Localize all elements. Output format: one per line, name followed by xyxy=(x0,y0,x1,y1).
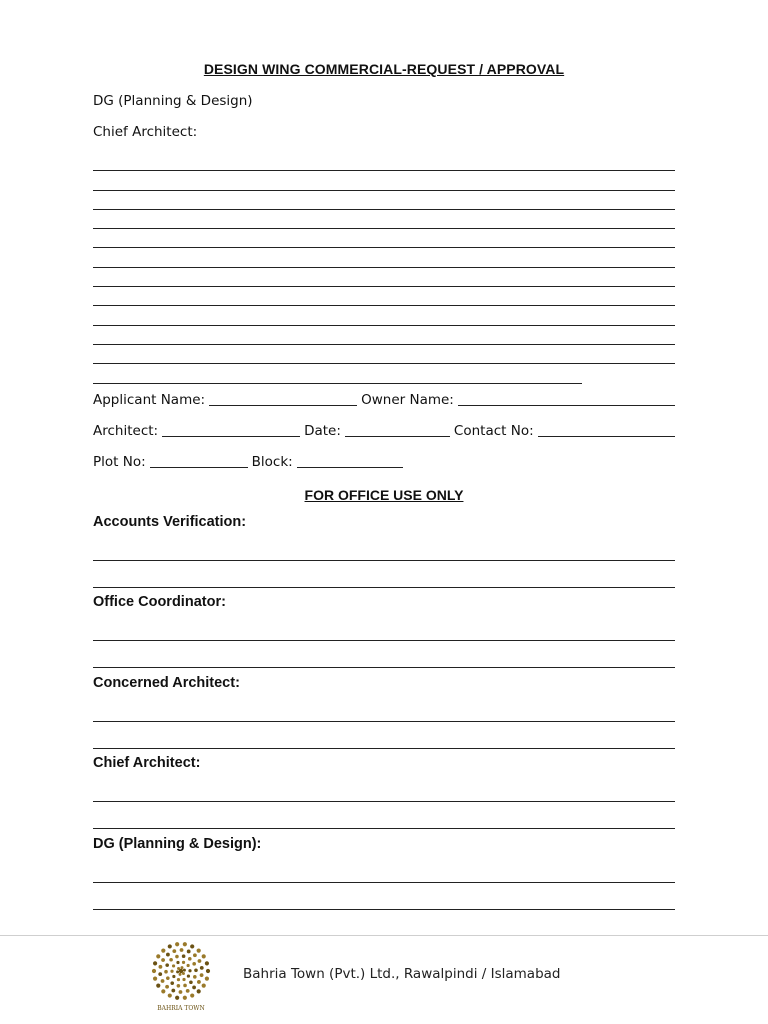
logo-ornament xyxy=(182,961,185,964)
logo-ornament xyxy=(187,950,191,954)
logo-ornament xyxy=(198,959,202,963)
request-line xyxy=(93,364,582,383)
logo-ornament xyxy=(182,978,185,981)
architect-date-contact-row xyxy=(93,423,675,439)
footer-company: Bahria Town (Pvt.) Ltd., Rawalpindi / Islamabad xyxy=(243,966,561,982)
logo-ornament xyxy=(206,969,210,973)
logo-ornament xyxy=(166,953,170,957)
logo-ornament xyxy=(182,954,186,958)
logo-ornament xyxy=(186,989,190,993)
logo-ornament xyxy=(172,964,175,967)
logo-ornament xyxy=(164,970,168,974)
architect-blank xyxy=(162,423,300,437)
date-blank xyxy=(345,423,450,437)
dg-planning-design-section xyxy=(93,836,675,910)
request-line xyxy=(93,210,675,229)
logo-ornament xyxy=(175,996,179,1000)
applicant-name-label: Applicant Name: xyxy=(93,392,206,408)
owner-name-blank xyxy=(458,392,675,406)
request-line xyxy=(93,171,675,190)
logo-ornament xyxy=(192,986,196,990)
logo-ornament xyxy=(179,969,183,973)
logo-ornament xyxy=(156,983,160,987)
logo-ornament xyxy=(153,977,157,981)
request-line xyxy=(93,326,675,345)
concerned-architect-section xyxy=(93,675,675,749)
logo-ornament xyxy=(170,981,174,985)
logo-ornament xyxy=(172,949,176,953)
logo-ornament xyxy=(190,993,194,997)
signature-line xyxy=(93,883,675,910)
section-label: Chief Architect: xyxy=(93,755,201,771)
contact-no-label: Contact No: xyxy=(453,423,534,439)
logo-ornament xyxy=(192,962,196,966)
logo-ornament xyxy=(202,954,206,958)
logo-ornament xyxy=(180,966,183,969)
logo-ornament xyxy=(197,948,201,952)
logo-ornament xyxy=(200,973,204,977)
logo-ornament xyxy=(177,984,181,988)
plot-no-blank xyxy=(150,454,248,468)
request-text-lines xyxy=(93,152,675,384)
applicant-name-blank xyxy=(209,392,357,406)
logo-ornament xyxy=(158,972,162,976)
section-label: Accounts Verification: xyxy=(93,514,247,530)
request-line xyxy=(93,345,675,364)
logo-ornament xyxy=(179,990,183,994)
addressee-dg: DG (Planning & Design) xyxy=(93,93,253,109)
logo-ornament xyxy=(176,970,179,973)
signature-line xyxy=(93,802,675,829)
plot-no-label: Plot No: xyxy=(93,454,146,470)
date-label: Date: xyxy=(304,423,341,439)
logo-ornament xyxy=(180,948,184,952)
logo-ornament xyxy=(179,973,182,976)
logo-ornament xyxy=(165,963,169,967)
logo-ornament xyxy=(193,975,197,979)
logo-caption: BAHRIA TOWN xyxy=(157,1005,205,1012)
block-blank xyxy=(297,454,403,468)
logo-ornament xyxy=(161,989,165,993)
footer-divider xyxy=(0,935,768,936)
logo-ornament xyxy=(189,980,193,984)
logo-ornament xyxy=(153,961,157,965)
logo-ornament xyxy=(190,944,194,948)
request-line xyxy=(93,268,675,287)
section-label: Concerned Architect: xyxy=(93,675,240,691)
request-line xyxy=(93,306,675,325)
logo-ornament xyxy=(200,966,204,970)
signature-line xyxy=(93,641,675,668)
logo-ornament xyxy=(152,969,156,973)
request-line xyxy=(93,191,675,210)
logo-ornament xyxy=(187,974,190,977)
logo-ornament xyxy=(177,978,180,981)
logo-ornament xyxy=(159,965,163,969)
request-line xyxy=(93,152,675,171)
logo-ornament xyxy=(183,984,187,988)
logo-ornament xyxy=(156,954,160,958)
logo-ornament xyxy=(168,944,172,948)
logo-ornament xyxy=(175,955,179,959)
logo-ornament xyxy=(161,948,165,952)
logo-ornament xyxy=(197,989,201,993)
logo-ornament xyxy=(183,996,187,1000)
form-title: DESIGN WING COMMERCIAL-REQUEST / APPROVAL xyxy=(203,61,565,77)
request-line xyxy=(93,229,675,248)
section-label: DG (Planning & Design): xyxy=(93,836,262,852)
plot-block-row xyxy=(93,454,675,470)
accounts-verification-section xyxy=(93,514,675,588)
contact-no-blank xyxy=(538,423,675,437)
office-use-heading: FOR OFFICE USE ONLY xyxy=(304,487,464,503)
logo-ornament xyxy=(188,969,191,972)
logo-ornament xyxy=(176,961,179,964)
signature-line xyxy=(93,856,675,883)
logo-ornament xyxy=(170,970,173,973)
logo-ornament xyxy=(193,953,197,957)
architect-label: Architect: xyxy=(93,423,159,439)
signature-line xyxy=(93,534,675,561)
request-line xyxy=(93,287,675,306)
applicant-owner-row xyxy=(93,392,675,408)
logo-ornament xyxy=(187,964,190,967)
signature-line xyxy=(93,614,675,641)
logo-ornament xyxy=(188,957,192,961)
logo-ornament xyxy=(175,942,179,946)
logo-ornament xyxy=(169,958,173,962)
logo-ornament xyxy=(165,985,169,989)
signature-line xyxy=(93,722,675,749)
chief-architect-section xyxy=(93,755,675,829)
logo-ornament xyxy=(205,961,209,965)
signature-line xyxy=(93,561,675,588)
logo-ornament xyxy=(166,976,170,980)
logo-ornament xyxy=(161,958,165,962)
bahria-town-logo xyxy=(148,942,214,1012)
office-coordinator-section xyxy=(93,594,675,668)
owner-name-label: Owner Name: xyxy=(361,392,454,408)
logo-ornament xyxy=(194,968,198,972)
logo-ornament xyxy=(171,989,175,993)
logo-ornament xyxy=(168,993,172,997)
request-line xyxy=(93,248,675,267)
logo-ornament xyxy=(183,969,186,972)
logo-ornament xyxy=(161,979,165,983)
section-label: Office Coordinator: xyxy=(93,594,226,610)
logo-ornament xyxy=(205,977,209,981)
addressee-chief-architect: Chief Architect: xyxy=(93,124,198,140)
block-label: Block: xyxy=(251,454,293,470)
signature-line xyxy=(93,695,675,722)
signature-line xyxy=(93,775,675,802)
logo-ornament xyxy=(172,975,175,978)
logo-ornament xyxy=(197,980,201,984)
logo-ornament xyxy=(202,983,206,987)
logo-ornament xyxy=(183,942,187,946)
